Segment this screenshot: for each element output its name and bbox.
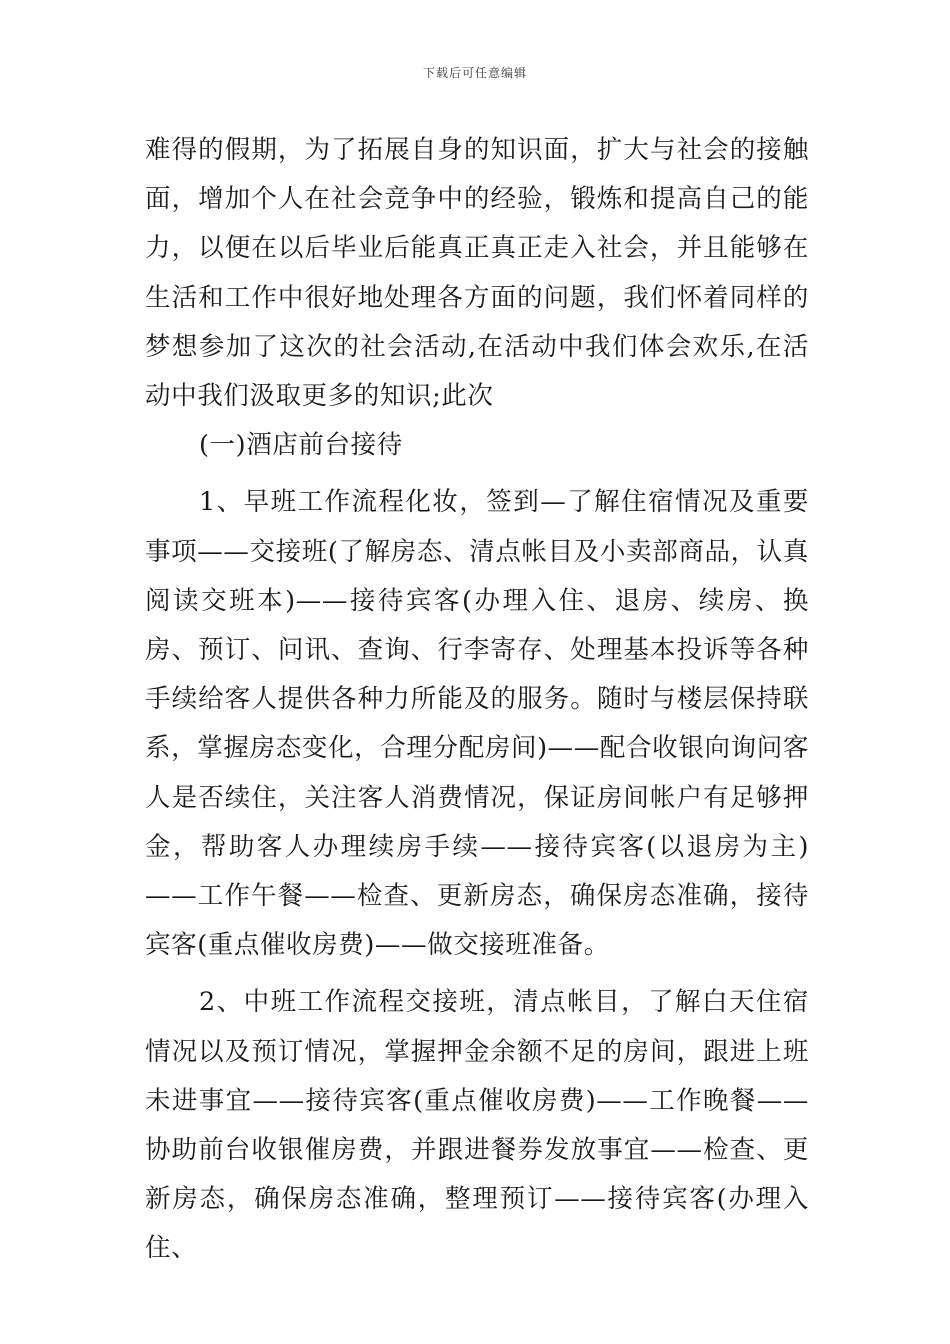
page-header: 下载后可任意编辑 (422, 66, 527, 80)
paragraph-morning-shift: 1、早班工作流程化妆，签到—了解住宿情况及重要事项——交接班(了解房态、清点帐目及小卖部商品，认真阅读交班本)——接待宾客(办理入住、退房、续房、换房、预订、问讯、查询、行李寄存、处理基本投诉等各种手续给客人提供各种力所能及的服务。随时与楼层保持联系，掌握房态变化，合理分配房间)——配合收银向询问客人是否续住，关注客人消费情况，保证房间帐户有足够押金，帮助客人办理续房手续——接待宾客(以退房为主)——工作午餐——检查、更新房态，确保房态准确，接待宾客(重点催收房费)——做交接班准备。 (145, 487, 809, 961)
paragraph-middle-shift: 2、中班工作流程交接班，清点帐目，了解白天住宿情况以及预订情况，掌握押金余额不足的房间，跟进上班未进事宜——接待宾客(重点催收房费)——工作晚餐——协助前台收银催房费，并跟进餐券发放事宜——检查、更新房态，确保房态准确，整理预订——接待宾客(办理入住、 (145, 987, 809, 1264)
document-body (145, 126, 809, 1274)
section-heading-front-desk: (一)酒店前台接待 (199, 430, 403, 461)
paragraph-intro: 难得的假期，为了拓展自身的知识面，扩大与社会的接触面，增加个人在社会竞争中的经验，锻炼和提高自己的能力，以便在以后毕业后能真正真正走入社会，并且能够在生活和工作中很好地处理各方面的问题，我们怀着同样的梦想参加了这次的社会活动,在活动中我们体会欢乐,在活动中我们汲取更多的知识;此次 (145, 135, 809, 412)
